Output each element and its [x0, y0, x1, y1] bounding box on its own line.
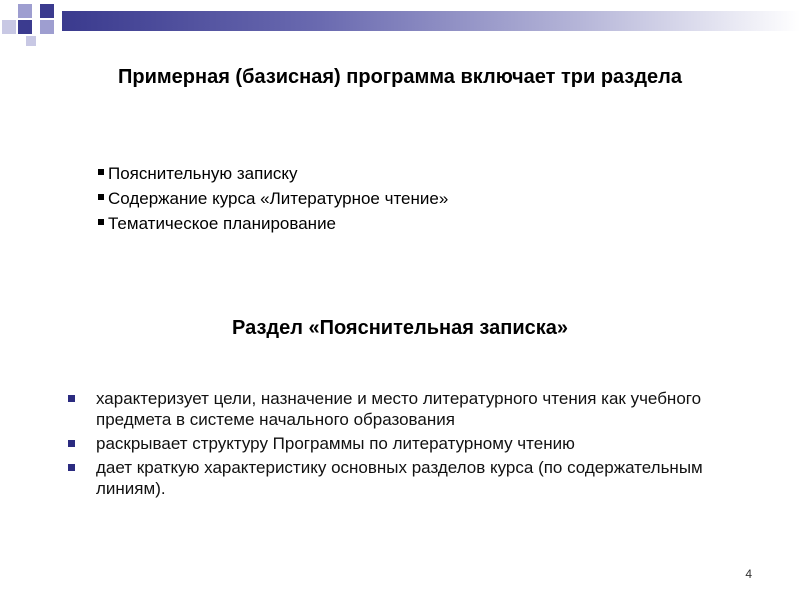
- square-bullet-icon: [68, 440, 75, 447]
- decor-square: [18, 20, 32, 34]
- decor-square: [40, 20, 54, 34]
- square-bullet-icon: [68, 395, 75, 402]
- bullet-icon: [98, 219, 104, 225]
- slide-title: Примерная (базисная) программа включает три раздела: [117, 66, 683, 88]
- point-item: дает краткую характеристику основных разделов курса (по содержательным линиям).: [66, 457, 766, 499]
- section-heading: Раздел «Пояснительная записка»: [232, 317, 568, 339]
- section-item: Тематическое планирование: [98, 211, 448, 236]
- bullet-icon: [98, 194, 104, 200]
- decor-square: [18, 4, 32, 18]
- header-gradient-band: [62, 11, 800, 31]
- point-item: раскрывает структуру Программы по литературному чтению: [66, 433, 766, 454]
- square-bullet-icon: [68, 464, 75, 471]
- decor-square: [26, 36, 36, 46]
- sections-list: [98, 161, 448, 236]
- section-item: Содержание курса «Литературное чтение»: [98, 186, 448, 211]
- points-list: [66, 388, 766, 502]
- decorative-header: [0, 0, 800, 40]
- decor-square: [40, 4, 54, 18]
- page-number: 4: [745, 567, 752, 581]
- decor-square: [2, 20, 16, 34]
- section-item: Пояснительную записку: [98, 161, 448, 186]
- bullet-icon: [98, 169, 104, 175]
- point-item: характеризует цели, назначение и место литературного чтения как учебного предмета в системе начального образования: [66, 388, 766, 430]
